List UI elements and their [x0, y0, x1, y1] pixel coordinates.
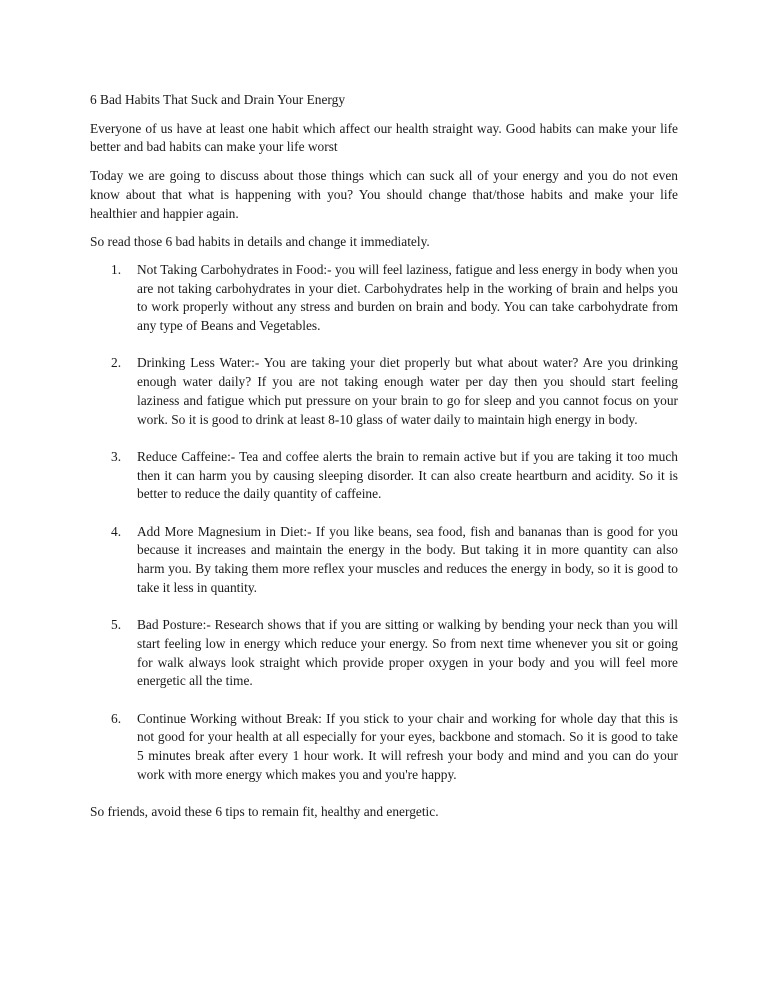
list-item	[90, 448, 678, 504]
list-item-text: Drinking Less Water:- You are taking your diet properly but what about water? Are you drinking enough water daily? If you are not taking enough water per day then you should start feeling laziness and fatigue which put pressure on your brain to go for sleep and you cannot focus on your work. So it is good to drink at least 8-10 glass of water daily to maintain high energy in body.	[137, 355, 678, 427]
list-item-text: Reduce Caffeine:- Tea and coffee alerts the brain to remain active but if you are taking it too much then it can harm you by causing sleeping disorder. It can also create heartburn and acidity. So it is better to reduce the daily quantity of caffeine.	[137, 448, 678, 502]
document-page	[90, 91, 678, 822]
list-item-number: 4.	[111, 523, 122, 539]
lead-in-paragraph: So read those 6 bad habits in details and change it immediately.	[90, 234, 430, 250]
document-title: 6 Bad Habits That Suck and Drain Your Energy	[90, 92, 346, 107]
list-item-number: 2.	[111, 355, 122, 371]
list-item	[90, 261, 678, 336]
list-item	[90, 616, 678, 691]
list-item-number: 6.	[111, 710, 122, 726]
list-item-number: 3.	[111, 448, 122, 464]
intro-paragraph-1: Everyone of us have at least one habit which affect our health straight way. Good habits can make your life better and bad habits can make your life worst	[90, 120, 678, 155]
closing-paragraph: So friends, avoid these 6 tips to remain fit, healthy and energetic.	[90, 804, 439, 820]
intro-paragraph-2: Today we are going to discuss about those things which can suck all of your energy and you do not even know about that what is happening with you? You should change that/those habits and make your life healthier and happier again.	[90, 168, 678, 221]
list-item-number: 1.	[111, 261, 122, 277]
list-item-number: 5.	[111, 617, 122, 633]
list-item-text: Add More Magnesium in Diet:- If you like beans, sea food, fish and bananas than is good for you because it increases and maintain the energy in the body. But taking it in more quantity can also harm you. By taking them more reflex your muscles and reduces the energy in body, so it is good to take it less in quantity.	[137, 523, 678, 595]
list-item	[90, 523, 678, 598]
list-item	[90, 354, 678, 429]
list-item-text: Not Taking Carbohydrates in Food:- you will feel laziness, fatigue and less energy in body when you are not taking carbohydrates in your diet. Carbohydrates help in the working of brain and helps you to work properly without any stress and burden on brain and body. You can take carbohydrate from any type of Beans and Vegetables.	[137, 261, 678, 334]
list-item-text: Continue Working without Break: If you stick to your chair and working for whole day that this is not good for your health at all especially for your eyes, backbone and stomach. So it is good to take 5 minutes break after every 1 hour work. It will refresh your body and mind and you can do your work with more energy which makes you and you're happy.	[137, 710, 678, 782]
list-item	[90, 710, 678, 785]
habits-list	[90, 261, 678, 785]
list-item-text: Bad Posture:- Research shows that if you are sitting or walking by bending your neck than you will start feeling low in energy which reduce your energy. So from next time whenever you sit or going for walk always look straight which provide proper oxygen in your body and you will feel more energetic all the time.	[137, 617, 678, 689]
